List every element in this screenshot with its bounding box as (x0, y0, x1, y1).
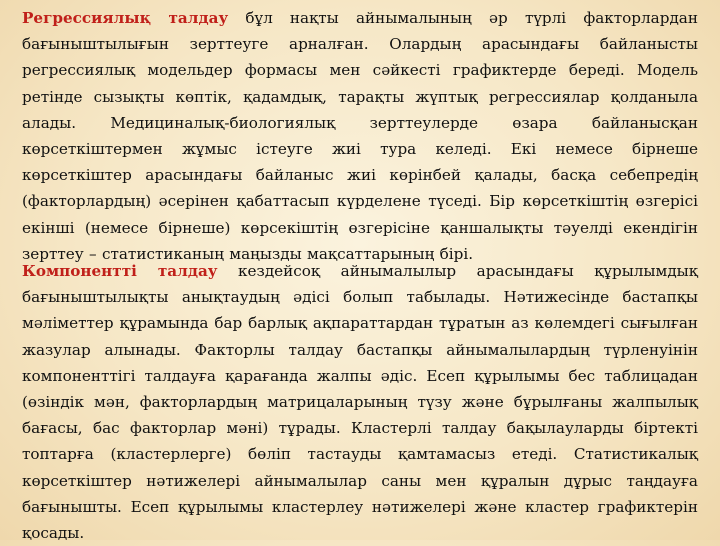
paragraph-regression-analysis (22, 5, 698, 267)
paragraph-regression-text: бұл нақты айнымалының әр түрлі факторлардан бағыныштылығын зерттеуге арналған. Олардың арасындағы байланысты регрессиялық модельдер формасы мен сәйкесті графиктерде береді. Модель ретінде сызықты көптік, қадамдық, тарақты жүптық регрессиялар қолданыла алады. Медициналық-биологиялық зерттеулерде өзара байланысқан көрсеткіштермен жұмыс істеуге жиі тура келеді. Екі немесе бірнеше көрсеткіштер арасындағы байланыс жиі көрінбей қалады, басқа себепредің (факторлардың) әсерінен қабаттасып күрделене түседі. Бір көрсеткіштің өзгерісі екінші (немесе бірнеше) көрсекіштің өзгерісіне қаншалықты тәуелді екендігін зерттеу – статистиканың маңызды мақсаттарының бірі. (22, 9, 698, 263)
paragraph-component-analysis (22, 258, 698, 546)
term-regression-analysis: Регрессиялық талдау (22, 9, 229, 27)
term-component-analysis: Компоненттi талдау (22, 262, 218, 280)
paragraph-component-text: кездейсоқ айнымалылыр арасындағы құрылымдық бағыныштылықты анықтаудың әдісі болып табылады. Нәтижесінде бастапқы мәліметтер құрамында бар барлық ақпараттардан тұратын аз көлемдегі сығылған жазулар алынады. Факторлы талдау бастапқы айнымалылардың түрленуінін компоненттігі талдауға қарағанда жалпы әдіс. Есеп құрылымы бес таблицадан (өзіндік мән, факторлардың матрицаларының түзу және бұрылғаны жалпылық бағасы, бас факторлар мәні) тұрады. Кластерлі талдау бақылауларды біртекті топтарға (кластерлерге) бөліп тастауды қамтамасыз етеді. Статистикалық көрсеткіштер нәтижелері айнымалылар саны мен құралын дұрыс таңдауға бағынышты. Есеп құрылымы кластерлеу нәтижелері және кластер графиктерін қосады. (22, 262, 698, 543)
